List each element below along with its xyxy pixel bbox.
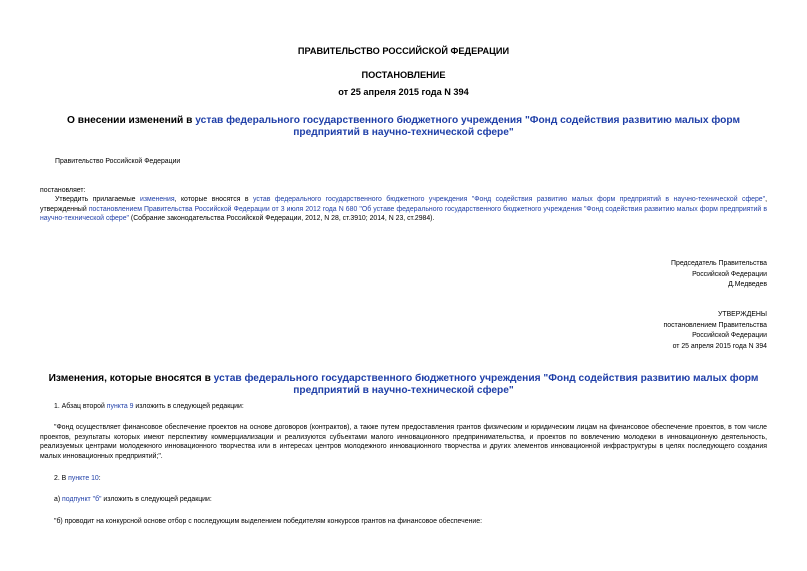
charter-link[interactable]: устав федерального государственного бюджетного учреждения "Фонд содействия развитию малых форм предприятий в научно-технической сфере"	[253, 196, 766, 203]
signature-line-3: Д.Медведев	[728, 281, 767, 288]
signature-line-1: Председатель Правительства	[671, 260, 767, 267]
item-2: 2. В пункте 10:	[54, 475, 101, 482]
resolution-paragraph: Утвердить прилагаемые изменения, которые вносятся в устав федерального государственного бюджетного учреждения "Фонд содействия развитию малых форм предприятий в научно-технической сфере", утвержденный постановлением Правительства Российской Федерации от 3 июля 2012 года N 680 "Об уставе федерального государственного бюджетного учреждения "Фонд содействия развитию малых форм предприятий в научно-технической сфере" (Собрание законодательства Российской Федерации, 2012, N 28, ст.3910; 2014, N 23, ст.2984).	[40, 196, 768, 223]
title-prefix: О внесении изменений в	[67, 115, 196, 126]
approved-block	[664, 310, 768, 352]
changes-link[interactable]: изменения	[139, 196, 175, 203]
date-number: от 25 апреля 2015 года N 394	[338, 87, 469, 97]
approved-line-4: от 25 апреля 2015 года N 394	[672, 342, 767, 350]
point-10-link[interactable]: пункте 10	[68, 475, 99, 482]
changes-title	[40, 373, 767, 397]
government-heading: ПРАВИТЕЛЬСТВО РОССИЙСКОЙ ФЕДЕРАЦИИ	[297, 46, 510, 56]
issuer: Правительство Российской Федерации	[55, 158, 181, 165]
document-title	[40, 115, 767, 139]
decides: постановляет:	[40, 187, 86, 194]
approved-line-2: постановлением Правительства	[663, 321, 767, 329]
item-2a: а) подпункт "б" изложить в следующей редакции:	[54, 496, 212, 503]
title-charter-link[interactable]: устав федерального государственного бюджетного учреждения "Фонд содействия развитию малых форм предприятий в научно-технической сфере"	[195, 115, 740, 138]
doc-type-heading: ПОСТАНОВЛЕНИЕ	[361, 70, 446, 80]
approved-line-3: Российской Федерации	[692, 332, 767, 339]
quote-2: "б) проводит на конкурсной основе отбор с последующим выделением победителям конкурсов грантов на финансовое обеспечение:	[54, 518, 482, 525]
changes-title-charter-link[interactable]: устав федерального государственного бюджетного учреждения "Фонд содействия развитию малых форм предприятий в научно-технической сфере"	[213, 373, 759, 396]
quote-1: "Фонд осуществляет финансовое обеспечение проектов на основе договоров (контрактов), а также путем предоставления грантов физическим и юридическим лицам на финансовое обеспечение проектов, в том числе проектов, результаты которых имеют перспективу коммерциализации и реализуются субъектами малого инновационного предпринимательства, и проектов по вовлечению молодежи в инновационную деятельность, реализуемых центрами молодежного инновационного творчества или в интересах центров молодежного инновационного творчества и других элементов инновационной инфраструктуры в целях последующего создания малых инновационных предприятий;".	[40, 424, 767, 460]
point-9-link[interactable]: пункта 9	[106, 403, 134, 410]
subpoint-b-link[interactable]: подпункт "б"	[62, 496, 102, 503]
changes-title-prefix: Изменения, которые вносятся в	[48, 373, 214, 384]
signature-block	[671, 259, 767, 291]
item-1: 1. Абзац второй пункта 9 изложить в следующей редакции:	[54, 403, 244, 410]
approved-line-1: УТВЕРЖДЕНЫ	[718, 311, 767, 318]
resolution-680-link[interactable]: постановлением Правительства Российской Федерации от 3 июля 2012 года N 680 "Об уставе федерального государственного бюджетного учреждения "Фонд содействия развитию малых форм предприятий в научно-технической сфере"	[40, 205, 768, 223]
signature-line-2: Российской Федерации	[692, 270, 767, 278]
